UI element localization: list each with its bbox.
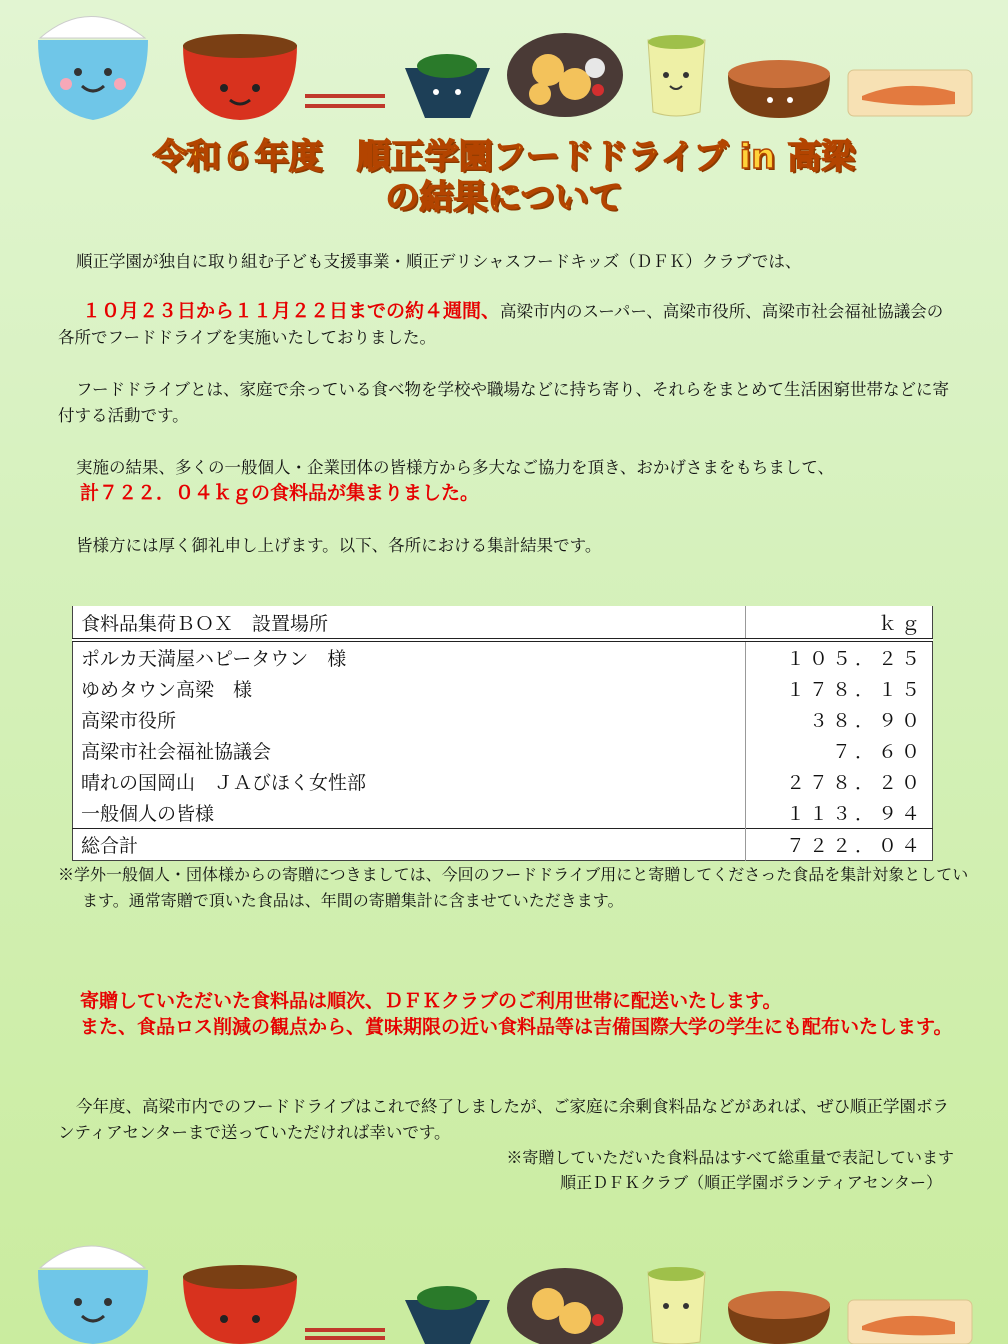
thanks-paragraph: 皆様方には厚く御礼申し上げます。以下、各所における集計結果です。: [76, 536, 602, 555]
page-title: 令和６年度 順正学園フードドライブ in 高梁: [152, 137, 856, 177]
grilled-salmon-icon: [848, 70, 972, 116]
result-highlight: 計７２２．０４ｋｇの食料品が集まりました。: [80, 482, 480, 504]
rice-bowl-icon: [38, 17, 148, 121]
table-row: [73, 797, 933, 829]
place-cell: ゆめタウン高梁 様: [81, 679, 253, 701]
collection-results-table: [72, 606, 933, 861]
place-cell: 晴れの国岡山 ＪＡびほく女性部: [81, 772, 367, 794]
table-row: [73, 704, 933, 735]
total-kg: ７２２．０４: [746, 829, 933, 861]
table-row: [73, 766, 933, 797]
period-highlight: １０月２３日から１１月２２日までの約４週間、: [82, 300, 501, 322]
miso-soup-icon: [183, 1265, 297, 1344]
definition-paragraph: フードドライブとは、家庭で余っている食べ物を学校や職場などに持ち寄り、それらをまとめて生活困窮世帯などに寄付する活動です。: [58, 380, 950, 425]
table-row: [73, 735, 933, 766]
chopsticks-icon: [305, 1328, 385, 1340]
karaage-plate-icon: [507, 1268, 623, 1344]
karaage-plate-icon: [507, 33, 623, 117]
kg-cell: １１３．９４: [746, 797, 933, 829]
place-cell: 一般個人の皆様: [81, 803, 215, 825]
stew-bowl-icon: [728, 60, 830, 118]
food-illustration-row-top: [0, 0, 1008, 120]
collection-note: ※学外一般個人・団体様からの寄贈につきましては、今回のフードドライブ用にと寄贈してくださった食品を集計対象としています。通常寄贈で頂いた食品は、年間の寄贈集計に含ませていただきます。: [58, 865, 969, 910]
table-row: [73, 673, 933, 704]
period-paragraph: [58, 298, 954, 351]
total-label: 総合計: [73, 829, 746, 861]
result-paragraph: 実施の結果、多くの一般個人・企業団体の皆様方から多大なご協力を頂き、おかげさまをもちまして、: [76, 458, 835, 477]
food-illustration-row-bottom: [0, 1224, 1008, 1344]
distribution-line-1: 寄贈していただいた食料品は順次、ＤＦＫクラブのご利用世帯に配送いたします。: [80, 990, 782, 1012]
place-cell: 高梁市役所: [81, 710, 177, 732]
stew-bowl-icon: [728, 1291, 830, 1344]
intro-paragraph: 順正学園が独自に取り組む子ども支援事業・順正デリシャスフードキッズ（ＤＦＫ）クラブでは、: [76, 252, 802, 271]
pickles-dish-icon: [405, 1286, 490, 1344]
table-header-row: [73, 606, 933, 640]
table-row: [73, 640, 933, 673]
distribution-line-2: また、食品ロス削減の観点から、賞味期限の近い食料品等は吉備国際大学の学生にも配布いたします。: [80, 1016, 953, 1038]
kg-cell: ２７８．２０: [746, 766, 933, 797]
table-total-row: [73, 829, 933, 861]
chopsticks-icon: [305, 94, 385, 108]
kg-cell: ３８．９０: [746, 704, 933, 735]
signature: 順正ＤＦＫクラブ（順正学園ボランティアセンター）: [560, 1173, 942, 1192]
kg-cell: １０５．２５: [746, 640, 933, 673]
place-cell: ポルカ天満屋ハピータウン 様: [81, 648, 347, 670]
period-text: 高梁市内のスーパー、高梁市役所、高梁市社会福祉協議会の各所でフードドライブを実施いたしておりました。: [58, 302, 944, 347]
miso-soup-icon: [183, 34, 297, 120]
rice-bowl-icon: [38, 1246, 148, 1344]
closing-paragraph: 今年度、高梁市内でのフードドライブはこれで終了しましたが、ご家庭に余剰食料品などがあれば、ぜひ順正学園ボランティアセンターまで送っていただければ幸いです。: [58, 1097, 950, 1142]
pickles-dish-icon: [405, 54, 490, 118]
tea-cup-icon: [648, 35, 705, 116]
grilled-salmon-icon: [848, 1300, 972, 1344]
page-title-line-2: の結果について: [385, 178, 623, 218]
weight-note: ※寄贈していただいた食料品はすべて総重量で表記しています: [506, 1148, 954, 1167]
header-place: 食料品集荷ＢＯＸ 設置場所: [73, 606, 746, 640]
kg-cell: １７８．１５: [746, 673, 933, 704]
tea-cup-icon: [648, 1267, 705, 1344]
header-unit: ｋｇ: [746, 606, 933, 640]
place-cell: 高梁市社会福祉協議会: [81, 741, 272, 763]
kg-cell: ７．６０: [746, 735, 933, 766]
